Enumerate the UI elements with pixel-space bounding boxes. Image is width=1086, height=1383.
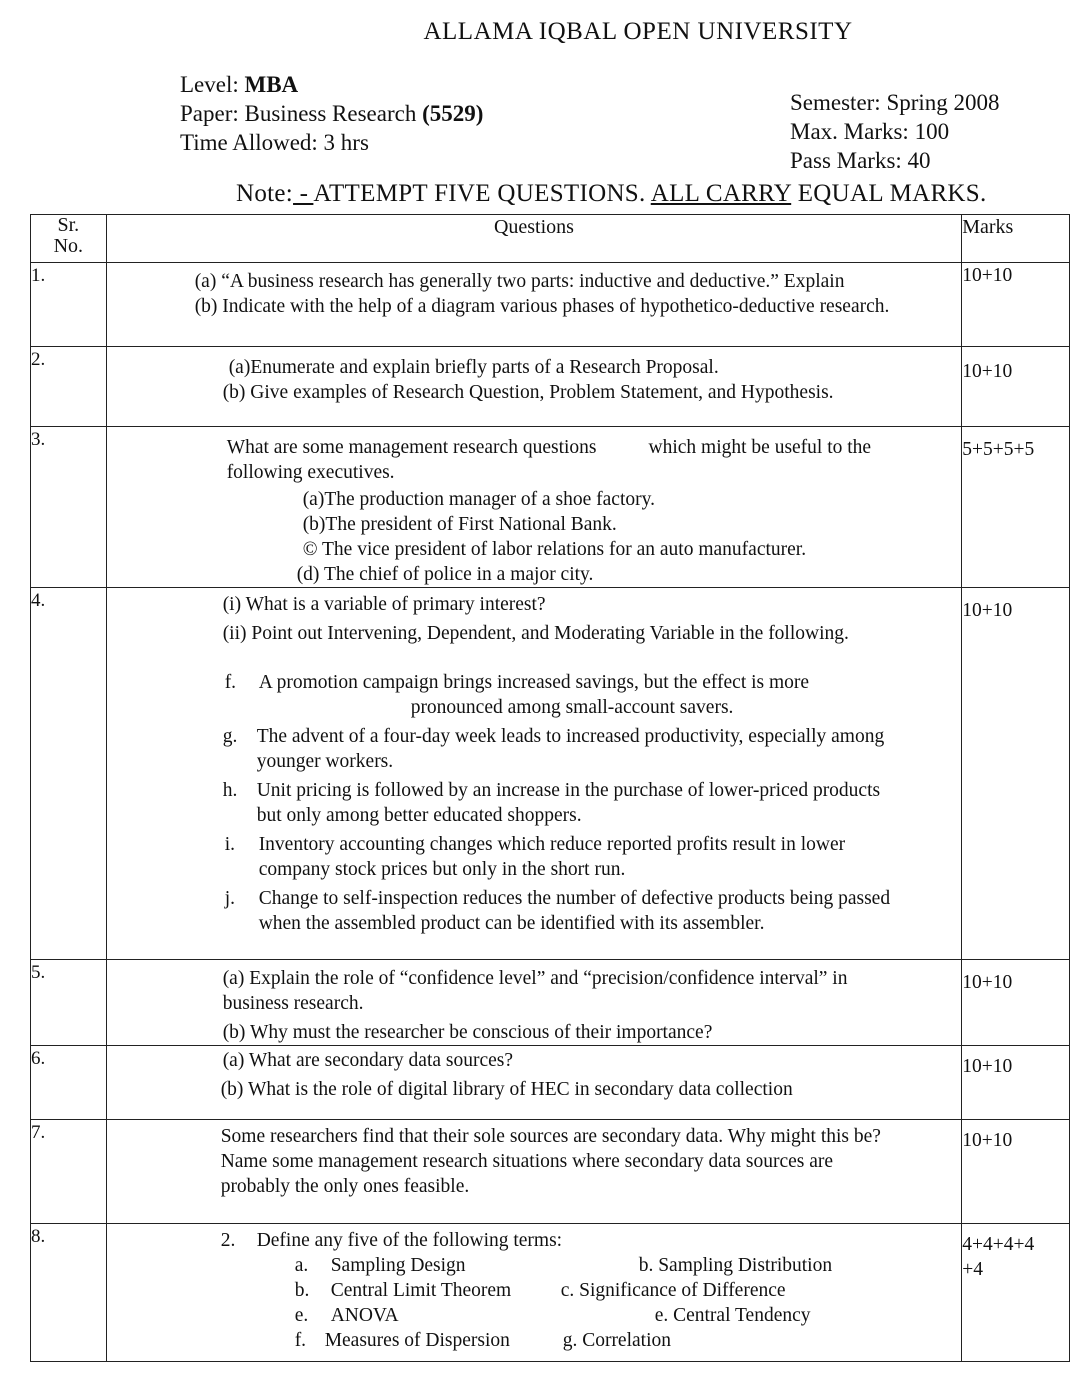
question-marks: [962, 1224, 1070, 1362]
question-line: (a) “A business research has generally two parts: inductive and deductive.” Explain: [194, 271, 845, 292]
question-row: [31, 427, 1070, 588]
level-line: [180, 70, 483, 99]
question-line: following executives.: [226, 462, 395, 483]
question-number: 2.: [31, 347, 107, 427]
item-letter: f.: [224, 672, 237, 693]
question-line: © The vice president of labor relations for an auto manufacturer.: [302, 539, 807, 560]
question-line: business research.: [222, 993, 364, 1014]
question-text: [106, 1224, 962, 1362]
question-line: (a) Explain the role of “confidence level” and “precision/confidence interval” in: [222, 968, 848, 989]
item-line: company stock prices but only in the short run.: [258, 859, 626, 880]
list-item: [295, 1278, 962, 1303]
exam-meta-right: [790, 88, 1000, 175]
question-marks: 5+5+5+5: [962, 427, 1070, 588]
question-row: [31, 1046, 1070, 1120]
note-middle: ATTEMPT FIVE QUESTIONS.: [313, 180, 651, 207]
term: Measures of Dispersion: [324, 1330, 510, 1351]
pass-marks: Pass Marks: 40: [790, 148, 931, 173]
item-line: Inventory accounting changes which reduce reported profits result in lower: [258, 834, 846, 855]
item-letter: i.: [224, 834, 235, 855]
intro-text: Define any five of the following terms:: [256, 1230, 563, 1251]
question-row: [31, 588, 1070, 960]
question-number: 5.: [31, 960, 107, 1046]
question-line: (a) What are secondary data sources?: [222, 1050, 514, 1071]
question-number: 7.: [31, 1120, 107, 1224]
term: Sampling Design: [330, 1255, 466, 1276]
question-line: Name some management research situations where secondary data sources are: [220, 1151, 834, 1172]
question-line: (ii) Point out Intervening, Dependent, and Moderating Variable in the following.: [222, 623, 849, 644]
question-text: [106, 263, 962, 347]
question-text: [106, 1120, 962, 1224]
questions-table: [30, 214, 1070, 1362]
question-row: [31, 1120, 1070, 1224]
term-letter: a.: [294, 1255, 309, 1276]
question-line: (b) What is the role of digital library of HEC in secondary data collection: [220, 1079, 793, 1100]
item-line: pronounced among small-account savers.: [410, 697, 734, 718]
item-line: The advent of a four-day week leads to increased productivity, especially among: [256, 726, 885, 747]
term: g. Correlation: [562, 1330, 671, 1351]
question-text: [106, 960, 962, 1046]
item-letter: h.: [222, 780, 238, 801]
max-marks: Max. Marks: 100: [790, 119, 950, 144]
university-title: ALLAMA IQBAL OPEN UNIVERSITY: [423, 18, 853, 45]
semester: Semester: Spring 2008: [790, 90, 1000, 115]
question-marks: 10+10: [962, 588, 1070, 960]
marks-line: +4: [962, 1259, 983, 1280]
question-line-part: What are some management research questions: [226, 437, 597, 458]
paper-code: (5529): [422, 101, 484, 126]
note-dash: -: [293, 180, 314, 207]
question-row: [31, 347, 1070, 427]
question-row: [31, 263, 1070, 347]
question-marks: 10+10: [962, 1120, 1070, 1224]
question-number: 6.: [31, 1046, 107, 1120]
item-line: but only among better educated shoppers.: [256, 805, 582, 826]
list-item: [223, 670, 962, 720]
question-line: [221, 1228, 962, 1253]
term-letter: f.: [294, 1330, 307, 1351]
question-number: 8.: [31, 1224, 107, 1362]
header-sr-no: [31, 215, 107, 263]
question-line: (b) Give examples of Research Question, Problem Statement, and Hypothesis.: [222, 382, 834, 403]
paper-line: [180, 99, 483, 128]
term: ANOVA: [330, 1305, 399, 1326]
question-line: (i) What is a variable of primary interest?: [222, 594, 546, 615]
list-item: [223, 886, 962, 936]
question-text: [106, 1046, 962, 1120]
question-marks: 10+10: [962, 1046, 1070, 1120]
time-allowed: Time Allowed: 3 hrs: [180, 130, 369, 155]
item-line: younger workers.: [256, 751, 394, 772]
header-marks: Marks: [962, 215, 1070, 263]
terms-list: [221, 1253, 962, 1353]
question-line: Some researchers find that their sole sources are secondary data. Why might this be?: [220, 1126, 881, 1147]
list-item: [295, 1303, 962, 1328]
term: e. Central Tendency: [654, 1305, 811, 1326]
level-value: MBA: [244, 72, 299, 97]
instructions-note: [236, 180, 987, 208]
question-line: (b) Why must the researcher be conscious of their importance?: [222, 1022, 713, 1043]
question-line: (d) The chief of police in a major city.: [296, 564, 594, 585]
question-marks: 10+10: [962, 263, 1070, 347]
question-number: 4.: [31, 588, 107, 960]
question-marks: 10+10: [962, 347, 1070, 427]
question-text: [106, 588, 962, 960]
header-sr-line2: No.: [53, 235, 84, 257]
note-end: EQUAL MARKS.: [791, 180, 987, 207]
question-line: (a)The production manager of a shoe factory.: [302, 489, 655, 510]
question-row: [31, 960, 1070, 1046]
term: Central Limit Theorem: [330, 1280, 512, 1301]
question-line-part: which might be useful to the: [648, 437, 872, 458]
item-line: Change to self-inspection reduces the number of defective products being passed: [258, 888, 891, 909]
note-prefix: Note:: [236, 180, 294, 207]
term-letter: e.: [294, 1305, 309, 1326]
list-item: [295, 1253, 962, 1278]
question-text: [106, 347, 962, 427]
header-sr-line1: Sr.: [57, 214, 80, 236]
question-line: probably the only ones feasible.: [220, 1176, 470, 1197]
item-letter: g.: [222, 726, 238, 747]
term: c. Significance of Difference: [560, 1280, 786, 1301]
question-line: (a)Enumerate and explain briefly parts of a Research Proposal.: [228, 357, 719, 378]
term-letter: b.: [294, 1280, 310, 1301]
question-line: [227, 435, 962, 460]
question-marks: 10+10: [962, 960, 1070, 1046]
paper-label: Paper: Business Research: [180, 101, 417, 126]
list-item: [223, 778, 962, 828]
level-label: Level:: [180, 72, 239, 97]
variable-items: [223, 670, 962, 936]
question-text: [106, 427, 962, 588]
exam-meta-left: [180, 70, 483, 157]
list-item: [223, 832, 962, 882]
question-number: 3.: [31, 427, 107, 588]
item-line: A promotion campaign brings increased savings, but the effect is more: [258, 672, 810, 693]
list-item: [295, 1328, 962, 1353]
header-questions: Questions: [106, 215, 962, 263]
question-line: (b)The president of First National Bank.: [302, 514, 617, 535]
question-number: 1.: [31, 263, 107, 347]
item-line: when the assembled product can be identified with its assembler.: [258, 913, 765, 934]
item-line: Unit pricing is followed by an increase in the purchase of lower-priced products: [256, 780, 881, 801]
item-letter: j.: [224, 888, 235, 909]
question-row: [31, 1224, 1070, 1362]
question-line: (b) Indicate with the help of a diagram various phases of hypothetico-deductive research.: [194, 296, 890, 317]
intro-number: 2.: [220, 1230, 236, 1251]
note-suffix: ALL CARRY: [650, 180, 792, 207]
term: b. Sampling Distribution: [638, 1255, 833, 1276]
marks-line: 4+4+4+4: [962, 1234, 1035, 1255]
list-item: [223, 724, 962, 774]
